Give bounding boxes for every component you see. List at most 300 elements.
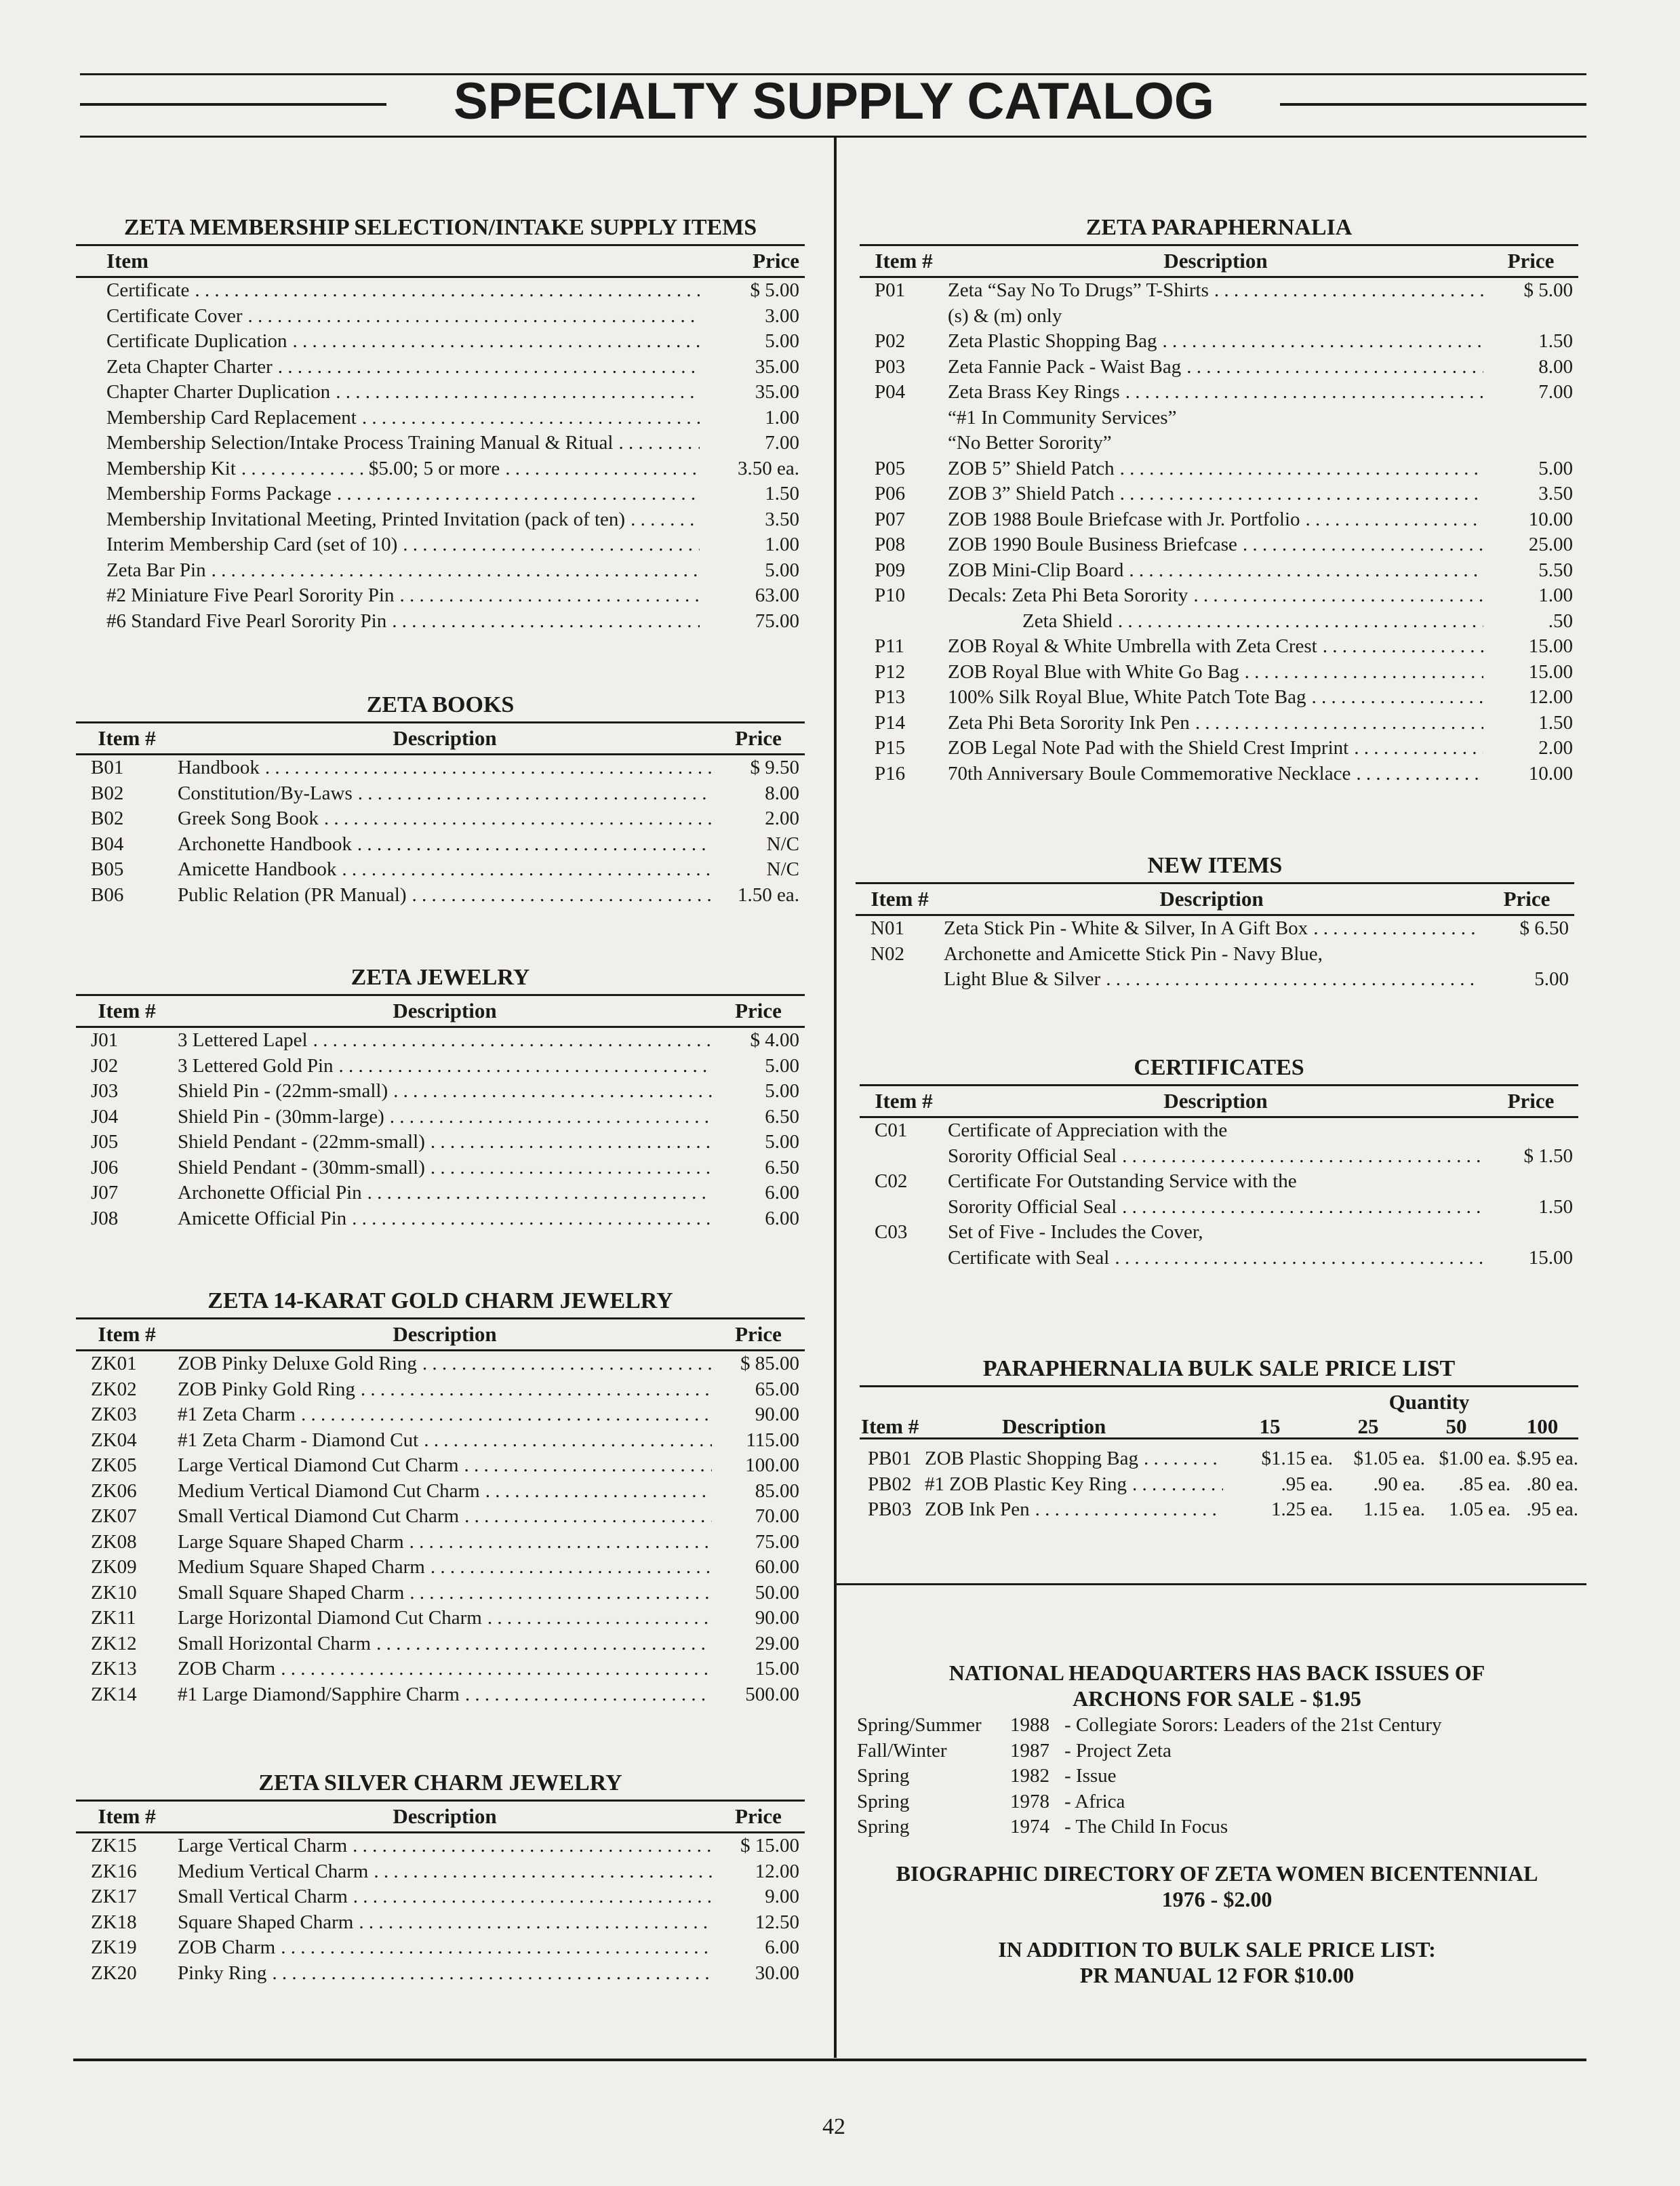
dot-leader — [336, 380, 700, 405]
description-with-leader — [178, 1402, 712, 1428]
item-description: Membership Selection/Intake Process Training Manual & Ritual — [106, 432, 614, 454]
description-with-leader — [178, 1428, 712, 1454]
description-cell — [178, 755, 712, 781]
dot-leader — [1193, 583, 1483, 609]
description-cell — [948, 1220, 1483, 1246]
item-description: Zeta Bar Pin — [106, 559, 206, 581]
bulk-price-q15: $1.15 ea. — [1261, 1448, 1333, 1469]
price-cell — [1483, 1220, 1578, 1246]
item-description: ZOB Pinky Deluxe Gold Ring — [178, 1353, 417, 1374]
table-row — [76, 857, 805, 883]
col-header-description: Description — [178, 1801, 712, 1833]
item-description: Zeta “Say No To Drugs” T-Shirts — [948, 279, 1209, 301]
price-cell: 6.00 — [765, 1182, 799, 1204]
issue-season: Spring — [857, 1816, 910, 1837]
item-code-cell: P01 — [875, 279, 906, 301]
item-description: ZOB 3” Shield Patch — [948, 483, 1115, 504]
item-description: “#1 In Community Services” — [948, 406, 1177, 429]
col-header-item: Item # — [76, 1319, 178, 1351]
col-header-item: Item # — [861, 1414, 919, 1438]
col-header-price: Price — [712, 995, 805, 1027]
description-cell — [178, 1555, 712, 1581]
description-with-leader — [948, 685, 1483, 711]
item-description: Archonette Handbook — [178, 833, 352, 855]
bulk-price-q50: 1.05 ea. — [1449, 1498, 1511, 1520]
item-code-cell: P10 — [875, 584, 906, 606]
item-description: ZOB Charm — [178, 1658, 276, 1680]
description-with-leader — [178, 857, 712, 883]
description-with-leader — [948, 278, 1483, 304]
price-cell — [1483, 1169, 1578, 1195]
item-code-cell: P16 — [875, 762, 906, 784]
back-issue-row — [857, 1789, 1577, 1815]
description-cell — [76, 304, 700, 330]
item-description: Shield Pin - (30mm-large) — [178, 1105, 384, 1128]
bottom-rule — [73, 2059, 1586, 2061]
new-items-section — [856, 851, 1574, 993]
col-header-q100: 100 — [1526, 1414, 1559, 1438]
item-description: ZOB 1988 Boule Briefcase with Jr. Portfolio — [948, 508, 1300, 530]
item-description: Decals: Zeta Phi Beta Sorority — [948, 584, 1188, 606]
price-cell — [1483, 304, 1578, 330]
description-with-leader — [948, 1195, 1483, 1220]
section-title: CERTIFICATES — [1134, 1055, 1304, 1080]
item-description: Zeta Phi Beta Sorority Ink Pen — [948, 711, 1190, 734]
description-cell — [178, 1453, 712, 1479]
table-row — [860, 634, 1578, 660]
table-row — [76, 806, 805, 832]
table-row — [76, 1682, 805, 1708]
table-row — [856, 915, 1574, 942]
item-code-cell: N02 — [871, 942, 904, 965]
price-cell: 35.00 — [755, 355, 799, 378]
col-header-price: Price — [700, 245, 805, 277]
description-with-leader — [178, 1453, 712, 1479]
description-with-leader — [948, 609, 1483, 635]
item-code: PB02 — [868, 1473, 912, 1495]
description-with-leader — [948, 431, 1483, 456]
membership-table — [76, 244, 805, 634]
col-header-item: Item # — [76, 995, 178, 1027]
item-code-cell: ZK01 — [91, 1353, 137, 1374]
description-cell — [76, 405, 700, 431]
item-code-cell: P06 — [875, 483, 906, 504]
description-with-leader — [106, 532, 700, 558]
dot-leader — [362, 405, 700, 431]
table-row — [76, 481, 805, 507]
description-cell — [948, 355, 1483, 380]
bottom-rule-header — [80, 136, 1586, 138]
description-cell — [76, 431, 700, 456]
price-cell: 25.00 — [1528, 534, 1573, 555]
price-cell: 6.50 — [765, 1105, 799, 1128]
table-row — [76, 1453, 805, 1479]
item-description: Membership Invitational Meeting, Printed Invitation (pack of ten) — [106, 508, 626, 530]
item-code-cell: N01 — [871, 917, 904, 939]
dot-leader — [1195, 711, 1483, 736]
price-cell: $ 5.00 — [1523, 279, 1573, 301]
bio-directory-line-2: 1976 - $2.00 — [1161, 1886, 1273, 1911]
table-row — [860, 507, 1578, 533]
item-code-cell: C02 — [875, 1170, 908, 1192]
table-row — [76, 1859, 805, 1885]
table-row — [76, 1631, 805, 1657]
price-cell: 9.00 — [765, 1886, 799, 1907]
price-cell: 6.00 — [765, 1207, 799, 1229]
item-code-cell: P14 — [875, 711, 906, 734]
item-code-cell: P11 — [875, 635, 905, 657]
item-code-cell: P05 — [875, 457, 906, 479]
item-description: Shield Pin - (22mm-small) — [178, 1080, 388, 1102]
dot-leader — [1129, 558, 1483, 584]
description-with-leader — [948, 1144, 1483, 1170]
description-cell — [178, 1105, 712, 1130]
price-cell: $ 9.50 — [750, 757, 799, 778]
dot-leader — [485, 1479, 712, 1505]
bulk-price-q25: 1.15 ea. — [1363, 1498, 1425, 1520]
item-description: Constitution/By-Laws — [178, 782, 353, 804]
description-cell — [178, 883, 712, 909]
description-with-leader — [178, 781, 712, 807]
col-header-item: Item # — [860, 1086, 948, 1117]
back-issues-heading-2: ARCHONS FOR SALE - $1.95 — [1073, 1686, 1361, 1711]
table-row — [76, 1180, 805, 1206]
dot-leader — [313, 1028, 712, 1054]
col-header-description: Description — [1002, 1414, 1106, 1438]
price-cell: 2.00 — [765, 808, 799, 829]
description-with-leader — [106, 583, 700, 609]
description-cell — [178, 1631, 712, 1657]
issue-season: Fall/Winter — [857, 1739, 947, 1762]
description-cell — [948, 660, 1483, 685]
dot-leader — [293, 329, 700, 355]
quantity-label: Quantity — [1388, 1390, 1470, 1414]
description-cell — [178, 1884, 712, 1910]
description-cell — [178, 1079, 712, 1105]
col-header-price: Price — [712, 723, 805, 755]
dot-leader — [358, 781, 712, 807]
description-cell — [178, 1935, 712, 1961]
table-row — [76, 532, 805, 558]
item-description: Membership Card Replacement — [106, 406, 357, 429]
item-description: Small Horizontal Charm — [178, 1632, 372, 1654]
dot-leader — [1323, 634, 1483, 660]
price-cell: 12.00 — [755, 1860, 799, 1882]
item-description: 70th Anniversary Boule Commemorative Necklace — [948, 762, 1351, 784]
price-cell: 35.00 — [755, 381, 799, 403]
dot-leader — [339, 1054, 712, 1079]
price-cell: 500.00 — [745, 1683, 799, 1705]
price-cell: 10.00 — [1528, 508, 1573, 530]
item-code-cell: ZK10 — [91, 1581, 137, 1604]
dot-leader — [281, 1656, 712, 1682]
item-description: ZOB Legal Note Pad with the Shield Crest Imprint — [948, 737, 1349, 759]
item-code-cell: ZK20 — [91, 1962, 137, 1984]
table-row — [860, 761, 1578, 787]
description-with-leader — [106, 481, 700, 507]
item-description: #1 Zeta Charm - Diamond Cut — [178, 1429, 419, 1451]
item-code-cell: ZK15 — [91, 1835, 137, 1856]
table-row — [76, 380, 805, 405]
description-cell — [948, 532, 1483, 558]
item-code-cell: ZK14 — [91, 1683, 137, 1705]
price-cell: 1.00 — [765, 534, 799, 555]
description-with-leader — [925, 1497, 1223, 1523]
description-with-leader — [178, 1606, 712, 1631]
bulk-price-q100: $.95 ea. — [1517, 1448, 1578, 1469]
item-description: #6 Standard Five Pearl Sorority Pin — [106, 610, 387, 632]
item-description: Large Square Shaped Charm — [178, 1530, 404, 1553]
description-cell — [178, 1377, 712, 1403]
right-column-divider-rule — [837, 1583, 1586, 1585]
description-cell — [178, 1656, 712, 1682]
item-description: Zeta Chapter Charter — [106, 355, 273, 378]
col-header-item: Item # — [856, 883, 944, 915]
table-row — [76, 1155, 805, 1181]
price-cell: 70.00 — [755, 1505, 799, 1527]
table-row — [76, 558, 805, 584]
section-title: ZETA JEWELRY — [351, 965, 530, 990]
item-code-cell: P09 — [875, 559, 906, 581]
description-with-leader — [948, 634, 1483, 660]
table-row — [76, 1606, 805, 1631]
col-header-item: Item — [76, 245, 700, 277]
item-description: Amicette Official Pin — [178, 1207, 347, 1229]
description-cell — [76, 609, 700, 635]
price-cell: 1.50 — [765, 483, 799, 504]
item-description: Medium Vertical Charm — [178, 1860, 369, 1882]
price-cell: 1.50 — [1538, 1195, 1573, 1218]
description-with-leader — [178, 1682, 712, 1708]
item-description: Interim Membership Card (set of 10) — [106, 534, 398, 555]
price-cell: 10.00 — [1528, 762, 1573, 784]
item-code-cell: B02 — [91, 782, 124, 804]
item-code-cell: B02 — [91, 808, 124, 829]
table-row — [860, 685, 1578, 711]
price-cell — [1479, 942, 1574, 968]
dot-leader — [1035, 1497, 1223, 1523]
price-cell: 8.00 — [765, 782, 799, 804]
item-description: Zeta Shield — [1022, 610, 1113, 632]
description-with-leader — [948, 1246, 1483, 1271]
description-cell — [948, 1117, 1483, 1144]
description-with-leader — [178, 1910, 712, 1936]
description-with-leader — [178, 1130, 712, 1155]
table-row — [860, 711, 1578, 736]
new-items-table — [856, 882, 1574, 993]
description-with-leader — [948, 405, 1483, 431]
description-with-leader — [178, 832, 712, 858]
description-with-leader — [178, 1105, 712, 1130]
table-row — [76, 1910, 805, 1936]
section-title: ZETA BOOKS — [366, 692, 515, 717]
dot-leader — [212, 558, 700, 584]
item-code-cell: ZK04 — [91, 1429, 137, 1451]
item-description: Handbook — [178, 757, 260, 778]
table-row — [76, 431, 805, 456]
books-table — [76, 721, 805, 908]
dot-leader — [464, 1504, 712, 1530]
table-row — [76, 1581, 805, 1606]
table-row — [76, 1027, 805, 1054]
item-code-cell — [860, 1144, 948, 1170]
issue-year: 1987 — [1010, 1739, 1049, 1762]
description-cell — [948, 1169, 1483, 1195]
dot-leader — [390, 1105, 712, 1130]
description-with-leader — [948, 1118, 1483, 1144]
jewelry-section — [76, 963, 805, 1231]
item-description: Archonette Official Pin — [178, 1182, 362, 1204]
description-with-leader — [925, 1472, 1223, 1498]
table-row — [860, 456, 1578, 482]
item-code-cell — [860, 431, 948, 456]
item-description: Medium Vertical Diamond Cut Charm — [178, 1479, 480, 1502]
dot-leader — [1245, 660, 1483, 685]
table-row — [76, 329, 805, 355]
dot-leader — [487, 1606, 712, 1631]
dot-leader — [1118, 609, 1483, 635]
dot-leader — [392, 609, 700, 635]
price-cell — [1483, 431, 1578, 456]
description-cell — [76, 380, 700, 405]
bulk-price-q15: 1.25 ea. — [1271, 1498, 1333, 1520]
item-description: 100% Silk Royal Blue, White Patch Tote Bag — [948, 686, 1306, 708]
item-description: Zeta Stick Pin - White & Silver, In A Gift Box — [944, 917, 1308, 939]
dot-leader — [1115, 1246, 1483, 1271]
item-description: ZOB Charm — [178, 1936, 276, 1958]
certificates-table — [860, 1084, 1578, 1271]
issue-season: Spring — [857, 1790, 910, 1812]
table-row — [76, 1935, 805, 1961]
description-with-leader — [948, 380, 1483, 405]
price-cell: 1.00 — [765, 406, 799, 429]
table-row — [76, 781, 805, 807]
description-cell — [948, 481, 1483, 507]
price-cell: 63.00 — [755, 584, 799, 606]
description-with-leader — [178, 1180, 712, 1206]
description-with-leader — [948, 507, 1483, 533]
col-header-q50: 50 — [1445, 1414, 1467, 1438]
page-title: SPECIALTY SUPPLY CATALOG — [454, 73, 1214, 130]
description-with-leader — [948, 481, 1483, 507]
price-cell: 7.00 — [1538, 381, 1573, 403]
description-with-leader — [948, 736, 1483, 761]
item-description: ZOB Ink Pen — [925, 1498, 1030, 1520]
dot-leader — [357, 832, 712, 858]
description-cell — [76, 481, 700, 507]
description-cell — [948, 1246, 1483, 1271]
item-description: ZOB Plastic Shopping Bag — [925, 1448, 1138, 1469]
issue-topic: - Collegiate Sorors: Leaders of the 21st Century — [1064, 1714, 1442, 1736]
price-cell: 3.00 — [765, 304, 799, 327]
price-cell: 12.00 — [1528, 686, 1573, 708]
item-description: ZOB 5” Shield Patch — [948, 457, 1115, 479]
col-header-price: Price — [712, 1801, 805, 1833]
col-header-item: Item # — [860, 245, 948, 277]
item-description: Pinky Ring — [178, 1962, 267, 1984]
price-cell: 30.00 — [755, 1962, 799, 1984]
item-code-cell: ZK03 — [91, 1404, 137, 1425]
addition-line-1: IN ADDITION TO BULK SALE PRICE LIST: — [998, 1936, 1436, 1962]
back-issue-row — [857, 1764, 1577, 1789]
item-code-cell: ZK02 — [91, 1378, 137, 1400]
item-code-cell: J04 — [91, 1105, 119, 1128]
item-description: Shield Pendant - (22mm-small) — [178, 1131, 425, 1153]
price-cell: 15.00 — [1528, 1246, 1573, 1269]
description-with-leader — [178, 1377, 712, 1403]
description-with-leader — [106, 456, 700, 482]
description-cell — [76, 507, 700, 533]
issue-topic: - Project Zeta — [1064, 1739, 1172, 1762]
bulk-price-q50: .85 ea. — [1458, 1473, 1511, 1495]
description-with-leader — [178, 1079, 712, 1105]
paraphernalia-section — [860, 213, 1578, 787]
item-description: Zeta Fannie Pack - Waist Bag — [948, 355, 1182, 378]
description-with-leader — [178, 1155, 712, 1181]
issue-topic: - The Child In Focus — [1064, 1816, 1228, 1837]
price-cell: $ 1.50 — [1523, 1145, 1573, 1167]
dot-leader — [631, 507, 700, 533]
bulk-price-q100: .80 ea. — [1526, 1473, 1578, 1495]
dot-leader — [1186, 355, 1483, 380]
item-description: (s) & (m) only — [948, 304, 1062, 327]
description-cell — [948, 329, 1483, 355]
description-with-leader — [178, 1555, 712, 1581]
item-description: Shield Pendant - (30mm-small) — [178, 1156, 425, 1178]
dot-leader — [431, 1155, 712, 1181]
description-with-leader — [178, 1504, 712, 1530]
description-with-leader — [178, 1581, 712, 1606]
item-code-cell — [860, 1195, 948, 1220]
description-cell — [948, 558, 1483, 584]
description-cell — [76, 456, 700, 482]
description-cell — [178, 1155, 712, 1181]
col-header-price: Price — [1479, 883, 1574, 915]
description-cell — [178, 1910, 712, 1936]
description-cell — [948, 1195, 1483, 1220]
dot-leader — [1120, 481, 1483, 507]
table-row — [860, 1144, 1578, 1170]
item-code-cell: J07 — [91, 1182, 119, 1204]
price-cell: 1.50 — [1538, 711, 1573, 734]
item-description: Sorority Official Seal — [948, 1195, 1117, 1218]
item-description: ZOB Royal Blue with White Go Bag — [948, 660, 1239, 683]
item-description: Large Horizontal Diamond Cut Charm — [178, 1607, 482, 1629]
table-row — [76, 1504, 805, 1530]
bio-directory-line-1: BIOGRAPHIC DIRECTORY OF ZETA WOMEN BICENTENNIAL — [896, 1861, 1538, 1886]
description-with-leader — [178, 883, 712, 909]
description-with-leader — [948, 355, 1483, 380]
item-description: Certificate For Outstanding Service with the — [948, 1170, 1297, 1192]
item-description: Certificate Duplication — [106, 330, 287, 352]
description-with-leader — [178, 1833, 712, 1859]
dot-leader — [409, 1581, 712, 1606]
dot-leader — [353, 1884, 712, 1910]
description-cell — [948, 1144, 1483, 1170]
price-cell: 29.00 — [755, 1632, 799, 1654]
table-row — [76, 405, 805, 431]
description-cell — [178, 1961, 712, 1987]
item-description: Small Vertical Charm — [178, 1886, 348, 1907]
price-cell: 5.00 — [1534, 968, 1569, 990]
description-cell — [76, 583, 700, 609]
dot-leader — [337, 481, 700, 507]
description-with-leader — [948, 456, 1483, 482]
description-cell — [178, 806, 712, 832]
dot-leader — [1125, 380, 1483, 405]
price-cell: 12.50 — [755, 1911, 799, 1933]
item-description: ZOB Pinky Gold Ring — [178, 1378, 355, 1400]
